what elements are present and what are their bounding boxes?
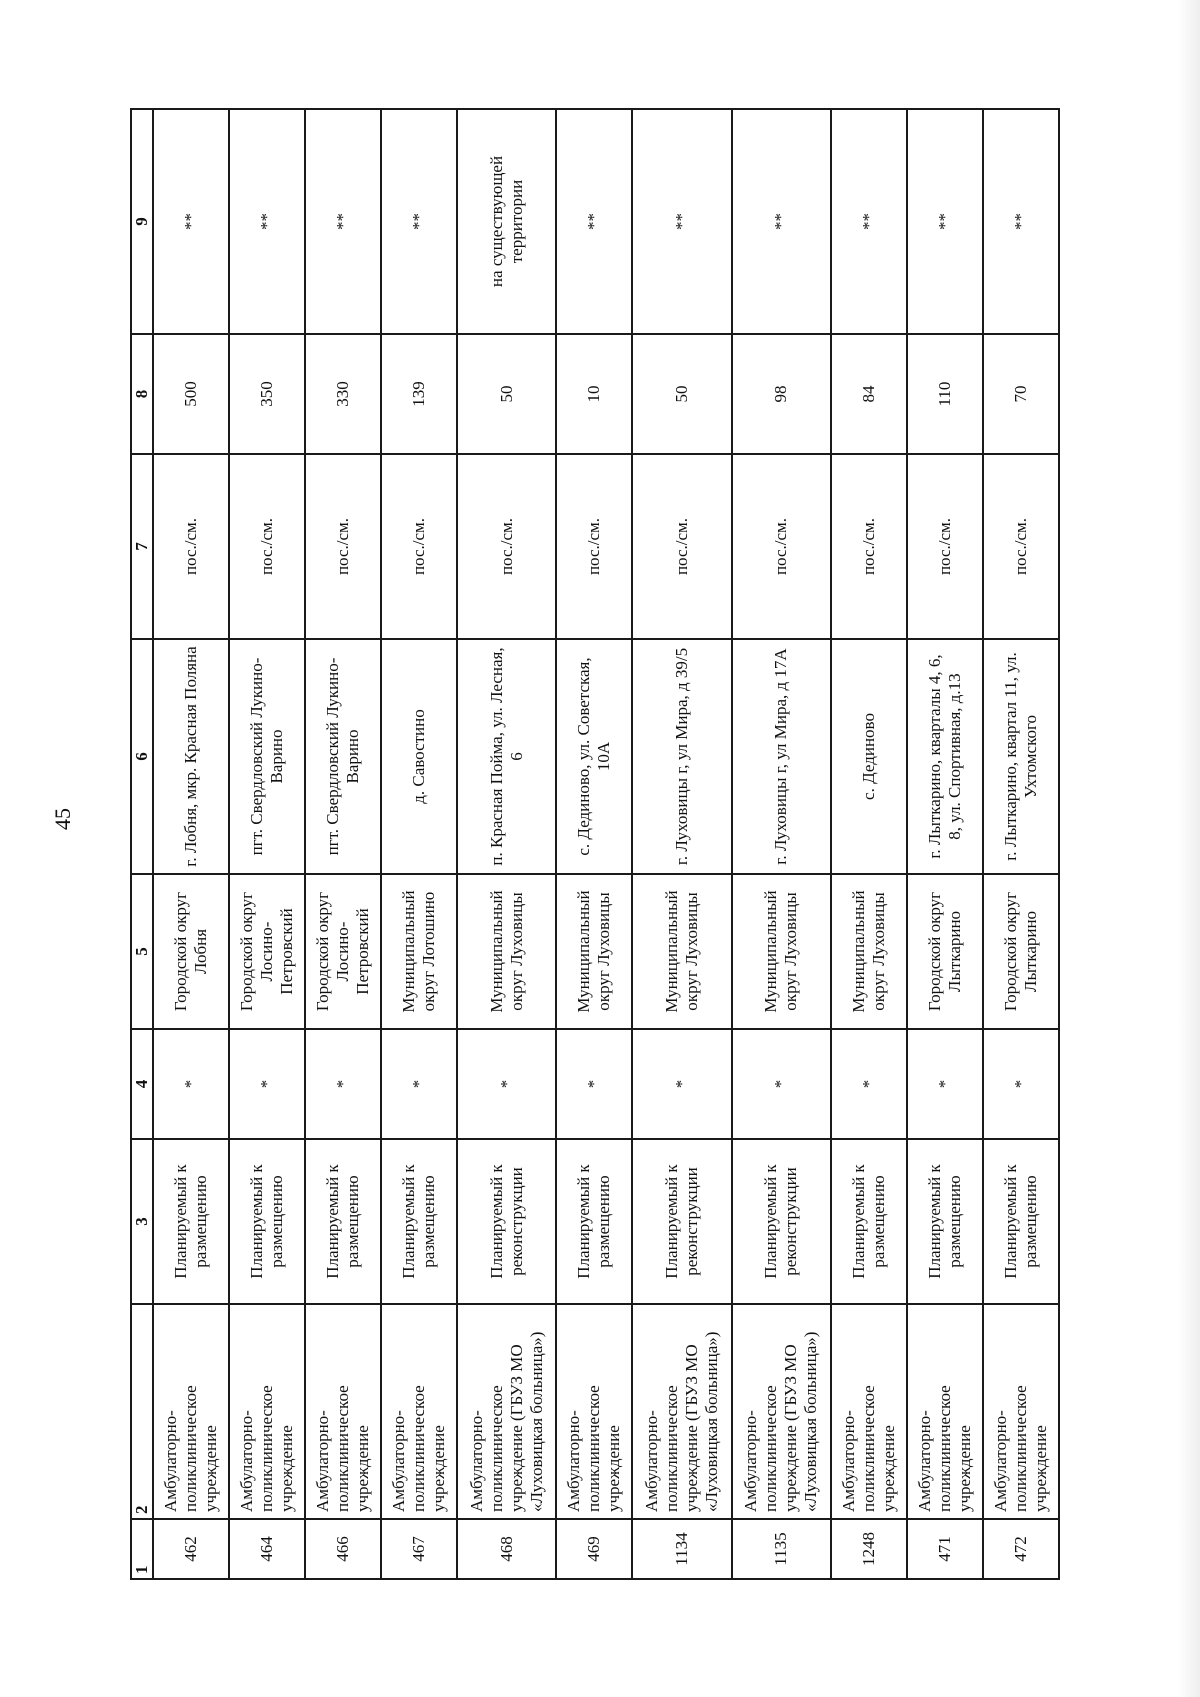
table-cell-col-4: * — [632, 1029, 731, 1139]
table-cell-col-9: ** — [556, 109, 632, 334]
table-cell-col-6: г. Луховицы г, ул Мира, д 39/5 — [632, 639, 731, 874]
table-cell-col-8: 70 — [983, 334, 1059, 454]
column-header-3: 3 — [131, 1139, 153, 1304]
facilities-table — [130, 108, 1060, 1580]
table-cell-col-5: Городской округ Лыткарино — [907, 874, 983, 1029]
table-cell-col-6: с. Дединово, ул. Советская, 10А — [556, 639, 632, 874]
table-cell-col-3: Планируемый к размещению — [153, 1139, 229, 1304]
column-header-7: 7 — [131, 454, 153, 639]
table-row — [907, 109, 983, 1579]
column-header-9: 9 — [131, 109, 153, 334]
table-cell-col-4: * — [907, 1029, 983, 1139]
table-cell-col-9: ** — [732, 109, 831, 334]
table-cell-col-6: г. Лыткарино, кварталы 4, 6, 8, ул. Спортивная, д.13 — [907, 639, 983, 874]
table-cell-col-3: Планируемый к размещению — [305, 1139, 381, 1304]
table-cell-col-6: с. Дединово — [831, 639, 907, 874]
table-cell-col-4: * — [831, 1029, 907, 1139]
table-cell-col-8: 50 — [457, 334, 556, 454]
header-row — [131, 109, 153, 1579]
table-cell-col-2: Амбулаторно-поликлиническое учреждение — [983, 1304, 1059, 1519]
table-cell-col-1: 472 — [983, 1519, 1059, 1579]
table-cell-col-3: Планируемый к размещению — [556, 1139, 632, 1304]
table-cell-col-6: г. Лыткарино, квартал 11, ул. Ухтомского — [983, 639, 1059, 874]
table-cell-col-4: * — [556, 1029, 632, 1139]
table-cell-col-7: пос./см. — [907, 454, 983, 639]
table-cell-col-9: на существующей территории — [457, 109, 556, 334]
table-cell-col-8: 139 — [381, 334, 457, 454]
table-cell-col-5: Городской округ Лобня — [153, 874, 229, 1029]
table-body — [153, 109, 1059, 1579]
column-header-2: 2 — [131, 1304, 153, 1519]
table-cell-col-3: Планируемый к размещению — [983, 1139, 1059, 1304]
table-cell-col-4: * — [732, 1029, 831, 1139]
table-cell-col-9: ** — [831, 109, 907, 334]
column-header-1: 1 — [131, 1519, 153, 1579]
table-cell-col-7: пос./см. — [983, 454, 1059, 639]
table-cell-col-2: Амбулаторно-поликлиническое учреждение — [381, 1304, 457, 1519]
table-cell-col-2: Амбулаторно-поликлиническое учреждение — [229, 1304, 305, 1519]
table-cell-col-1: 468 — [457, 1519, 556, 1579]
table-cell-col-4: * — [457, 1029, 556, 1139]
table-row — [556, 109, 632, 1579]
table-row — [229, 109, 305, 1579]
table-cell-col-3: Планируемый к реконструкции — [632, 1139, 731, 1304]
table-cell-col-3: Планируемый к размещению — [229, 1139, 305, 1304]
table-cell-col-7: пос./см. — [831, 454, 907, 639]
table-cell-col-7: пос./см. — [457, 454, 556, 639]
table-cell-col-9: ** — [381, 109, 457, 334]
table-cell-col-6: пгт. Свердловский Лукино-Варино — [305, 639, 381, 874]
table-cell-col-7: пос./см. — [632, 454, 731, 639]
table-row — [983, 109, 1059, 1579]
table-cell-col-6: г. Луховицы г, ул Мира, д 17А — [732, 639, 831, 874]
table-cell-col-5: Муниципальный округ Луховицы — [831, 874, 907, 1029]
table-row — [831, 109, 907, 1579]
table-cell-col-8: 50 — [632, 334, 731, 454]
table-cell-col-1: 469 — [556, 1519, 632, 1579]
column-header-8: 8 — [131, 334, 153, 454]
table-row — [381, 109, 457, 1579]
table-cell-col-2: Амбулаторно-поликлиническое учреждение (ГБУЗ МО «Луховицкая больница») — [732, 1304, 831, 1519]
table-cell-col-1: 462 — [153, 1519, 229, 1579]
table-cell-col-7: пос./см. — [556, 454, 632, 639]
table-cell-col-7: пос./см. — [732, 454, 831, 639]
page-number: 45 — [50, 808, 75, 830]
table-cell-col-4: * — [229, 1029, 305, 1139]
table-cell-col-9: ** — [305, 109, 381, 334]
table-cell-col-7: пос./см. — [229, 454, 305, 639]
table-cell-col-1: 1134 — [632, 1519, 731, 1579]
table-cell-col-5: Муниципальный округ Лотошино — [381, 874, 457, 1029]
table-cell-col-1: 467 — [381, 1519, 457, 1579]
table-cell-col-7: пос./см. — [153, 454, 229, 639]
table-row — [632, 109, 731, 1579]
table-cell-col-8: 330 — [305, 334, 381, 454]
table-cell-col-8: 350 — [229, 334, 305, 454]
table-cell-col-2: Амбулаторно-поликлиническое учреждение — [556, 1304, 632, 1519]
facilities-table-rotated — [130, 110, 1060, 1580]
table-cell-col-3: Планируемый к размещению — [381, 1139, 457, 1304]
table-cell-col-4: * — [305, 1029, 381, 1139]
table-cell-col-3: Планируемый к размещению — [907, 1139, 983, 1304]
table-cell-col-6: г. Лобня, мкр. Красная Поляна — [153, 639, 229, 874]
table-cell-col-6: п. Красная Пойма, ул. Лесная, 6 — [457, 639, 556, 874]
table-cell-col-4: * — [381, 1029, 457, 1139]
table-cell-col-4: * — [983, 1029, 1059, 1139]
table-cell-col-1: 466 — [305, 1519, 381, 1579]
table-cell-col-3: Планируемый к реконструкции — [732, 1139, 831, 1304]
table-row — [457, 109, 556, 1579]
table-cell-col-7: пос./см. — [305, 454, 381, 639]
table-cell-col-5: Городской округ Лосино-Петровский — [305, 874, 381, 1029]
table-cell-col-9: ** — [983, 109, 1059, 334]
table-cell-col-8: 10 — [556, 334, 632, 454]
table-cell-col-3: Планируемый к размещению — [831, 1139, 907, 1304]
table-cell-col-1: 471 — [907, 1519, 983, 1579]
table-cell-col-5: Муниципальный округ Луховицы — [732, 874, 831, 1029]
table-cell-col-4: * — [153, 1029, 229, 1139]
table-row — [153, 109, 229, 1579]
table-cell-col-9: ** — [153, 109, 229, 334]
table-cell-col-8: 98 — [732, 334, 831, 454]
column-header-5: 5 — [131, 874, 153, 1029]
table-row — [732, 109, 831, 1579]
table-cell-col-5: Муниципальный округ Луховицы — [556, 874, 632, 1029]
table-cell-col-9: ** — [229, 109, 305, 334]
table-cell-col-5: Муниципальный округ Луховицы — [632, 874, 731, 1029]
table-cell-col-5: Городской округ Лосино-Петровский — [229, 874, 305, 1029]
table-cell-col-8: 84 — [831, 334, 907, 454]
table-cell-col-7: пос./см. — [381, 454, 457, 639]
table-cell-col-8: 500 — [153, 334, 229, 454]
table-row — [305, 109, 381, 1579]
table-cell-col-8: 110 — [907, 334, 983, 454]
table-cell-col-2: Амбулаторно-поликлиническое учреждение (ГБУЗ МО «Луховицкая больница») — [632, 1304, 731, 1519]
scan-edge — [1178, 0, 1200, 1697]
table-cell-col-2: Амбулаторно-поликлиническое учреждение (ГБУЗ МО «Луховицкая больница») — [457, 1304, 556, 1519]
table-cell-col-2: Амбулаторно-поликлиническое учреждение — [305, 1304, 381, 1519]
table-cell-col-2: Амбулаторно-поликлиническое учреждение — [907, 1304, 983, 1519]
table-cell-col-2: Амбулаторно-поликлиническое учреждение — [831, 1304, 907, 1519]
table-cell-col-1: 1135 — [732, 1519, 831, 1579]
table-cell-col-3: Планируемый к реконструкции — [457, 1139, 556, 1304]
table-cell-col-1: 1248 — [831, 1519, 907, 1579]
table-cell-col-9: ** — [632, 109, 731, 334]
table-cell-col-1: 464 — [229, 1519, 305, 1579]
table-cell-col-5: Городской округ Лыткарино — [983, 874, 1059, 1029]
column-header-4: 4 — [131, 1029, 153, 1139]
column-header-6: 6 — [131, 639, 153, 874]
table-cell-col-2: Амбулаторно-поликлиническое учреждение — [153, 1304, 229, 1519]
table-cell-col-6: д. Савостино — [381, 639, 457, 874]
table-cell-col-6: пгт. Свердловский Лукино-Варино — [229, 639, 305, 874]
table-cell-col-9: ** — [907, 109, 983, 334]
table-cell-col-5: Муниципальный округ Луховицы — [457, 874, 556, 1029]
